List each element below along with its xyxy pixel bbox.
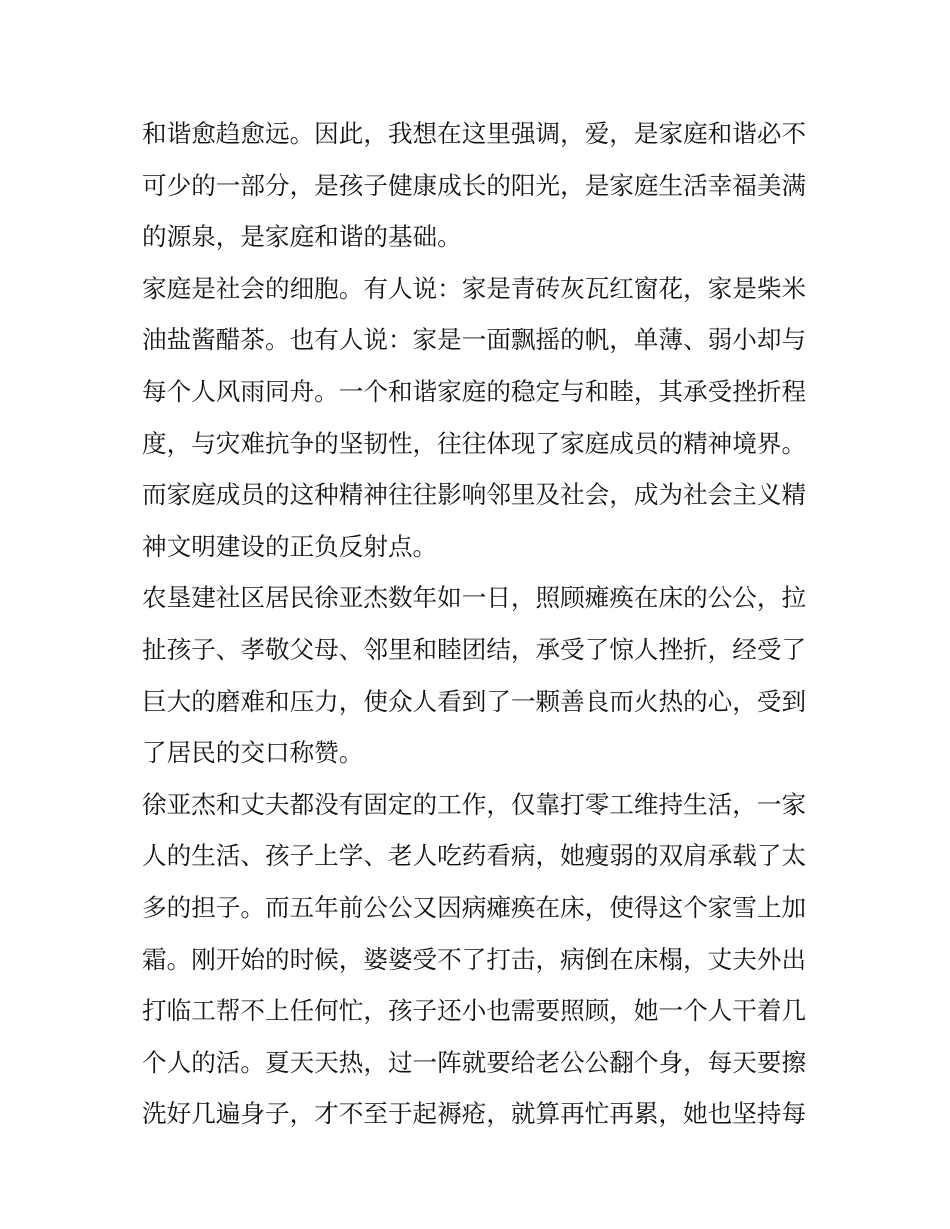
text-line: 了居民的交口称赞。 bbox=[142, 738, 364, 768]
paragraph-2 bbox=[142, 263, 812, 573]
text-line: 徐亚杰和丈夫都没有固定的工作，仅靠打零工维持生活，一家 bbox=[142, 789, 807, 819]
text-line: 巨大的磨难和压力，使众人看到了一颗善良而火热的心，受到 bbox=[142, 686, 807, 716]
text-line: 农垦建社区居民徐亚杰数年如一日，照顾瘫痪在床的公公，拉 bbox=[142, 583, 807, 613]
text-line: 每个人风雨同舟。一个和谐家庭的稳定与和睦，其承受挫折程 bbox=[142, 376, 807, 406]
text-line: 人的生活、孩子上学、老人吃药看病，她瘦弱的双肩承载了太 bbox=[142, 841, 807, 871]
text-line: 可少的一部分，是孩子健康成长的阳光，是家庭生活幸福美满 bbox=[142, 170, 807, 200]
text-line: 霜。刚开始的时候，婆婆受不了打击，病倒在床榻，丈夫外出 bbox=[142, 944, 807, 974]
text-line: 油盐酱醋茶。也有人说：家是一面飘摇的帆，单薄、弱小却与 bbox=[142, 325, 807, 355]
text-line: 个人的活。夏天天热，过一阵就要给老公公翻个身，每天要擦 bbox=[142, 1047, 807, 1077]
text-line: 而家庭成员的这种精神往往影响邻里及社会，成为社会主义精 bbox=[142, 480, 807, 510]
text-line: 和谐愈趋愈远。因此，我想在这里强调，爱，是家庭和谐必不 bbox=[142, 119, 807, 148]
text-line: 洗好几遍身子，才不至于起褥疮，就算再忙再累，她也坚持每 bbox=[142, 1099, 807, 1129]
document-body bbox=[142, 108, 812, 1140]
text-line: 度，与灾难抗争的坚韧性，往往体现了家庭成员的精神境界。 bbox=[142, 428, 807, 458]
text-line: 扯孩子、孝敬父母、邻里和睦团结，承受了惊人挫折，经受了 bbox=[142, 634, 807, 664]
paragraph-4 bbox=[142, 779, 812, 1140]
text-line: 的源泉，是家庭和谐的基础。 bbox=[142, 222, 462, 252]
text-line: 多的担子。而五年前公公又因病瘫痪在床，使得这个家雪上加 bbox=[142, 892, 807, 922]
paragraph-1 bbox=[142, 108, 812, 263]
paragraph-3 bbox=[142, 572, 812, 778]
text-line: 打临工帮不上任何忙，孩子还小也需要照顾，她一个人干着几 bbox=[142, 996, 807, 1026]
text-line: 家庭是社会的细胞。有人说：家是青砖灰瓦红窗花，家是柴米 bbox=[142, 273, 807, 303]
text-line: 神文明建设的正负反射点。 bbox=[142, 531, 438, 561]
